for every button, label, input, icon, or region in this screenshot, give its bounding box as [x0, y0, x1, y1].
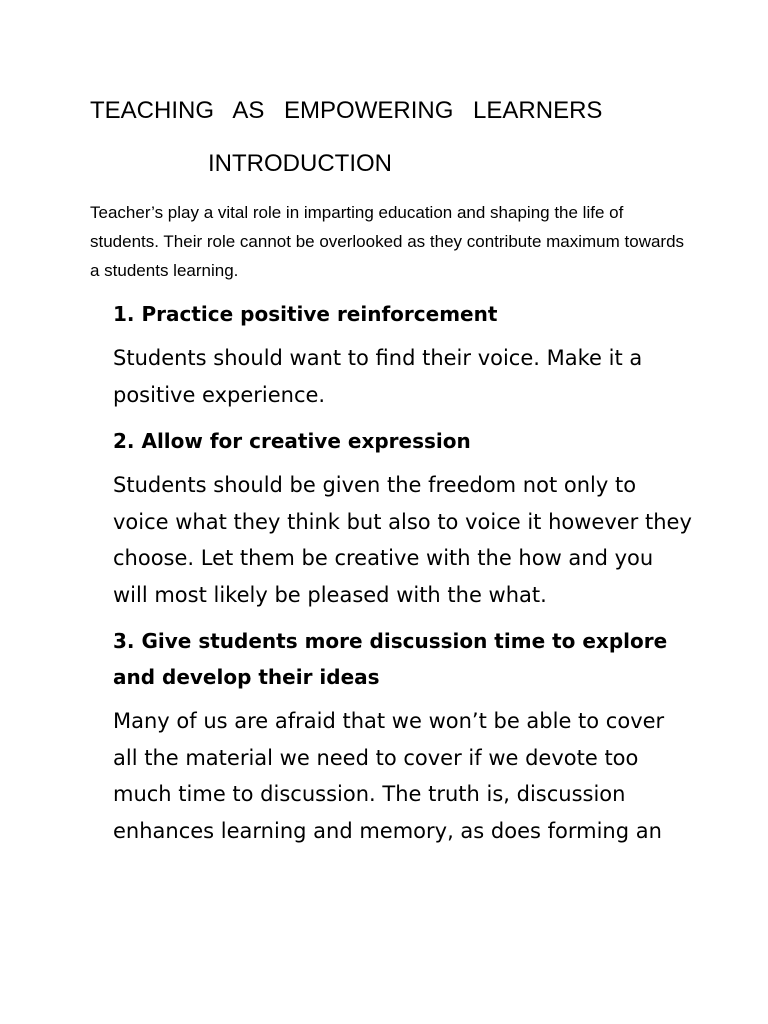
document-subtitle: INTRODUCTION	[208, 150, 392, 177]
section-body: Students should want to find their voice. Make it a positive experience.	[113, 346, 643, 407]
intro-paragraph: Teacher’s play a vital role in imparting education and shaping the life of students. Their role cannot be overlooked as they contribute maximum towards a students learning.	[90, 203, 685, 280]
section-body: Students should be given the freedom not only to voice what they think but also to voice it however they choose. Let them be creative with the how and you will most likely be pleased with the what.	[113, 473, 692, 607]
section-body: Many of us are afraid that we won’t be able to cover all the material we need to cover if we devote too much time to discussion. The truth is, discussion enhances learning and memory, as does forming an	[113, 709, 665, 843]
section-3	[113, 623, 693, 849]
section-heading: 3. Give students more discussion time to explore and develop their ideas	[113, 629, 668, 689]
sections-list	[113, 296, 693, 859]
section-heading: 1. Practice positive reinforcement	[113, 302, 498, 326]
section-1	[113, 296, 693, 413]
section-2	[113, 423, 693, 613]
document-title: TEACHING AS EMPOWERING LEARNERS	[90, 97, 603, 124]
section-heading: 2. Allow for creative expression	[113, 429, 471, 453]
